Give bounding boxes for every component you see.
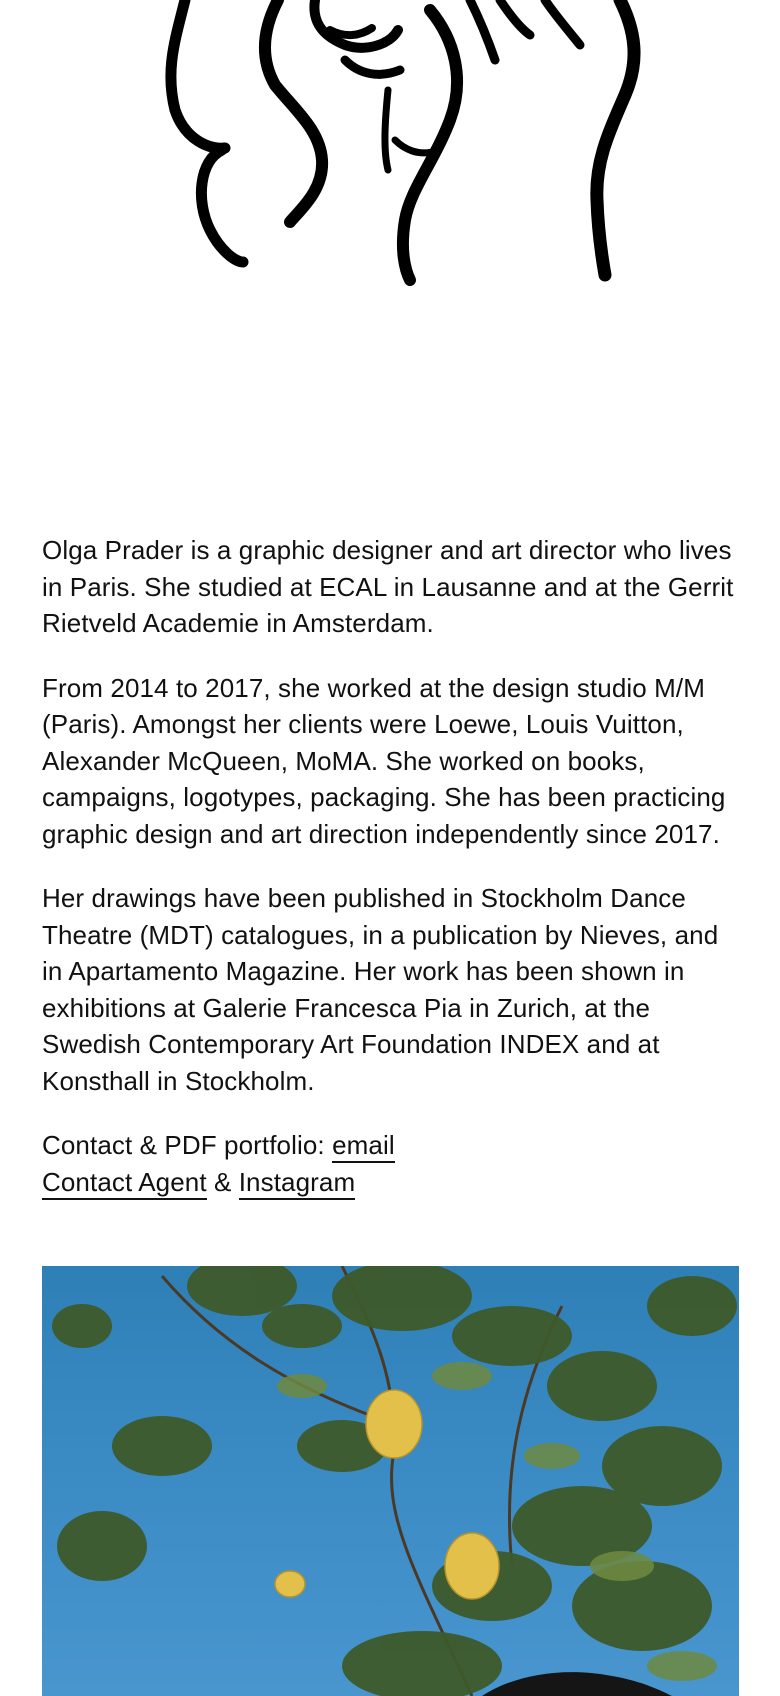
contact-prefix: Contact & PDF portfolio: xyxy=(42,1130,333,1160)
bio-paragraph-career: From 2014 to 2017, she worked at the design studio M/M (Paris). Amongst her clients were Loewe, Louis Vuitton, Alexander McQueen, MoMA. She worked on books, campaigns, logotypes, packaging. She has been practicing graphic design and art direction independently since 2017. xyxy=(42,672,726,849)
bio-section xyxy=(42,532,742,1228)
dark-silhouette xyxy=(482,1672,672,1696)
bio-paragraph-intro: Olga Prader is a graphic designer and art director who lives in Paris. She studied at ECAL in Lausanne and at the Gerrit Rietveld Academie in Amsterdam. xyxy=(42,535,734,638)
instagram-link[interactable]: Instagram xyxy=(239,1167,356,1200)
ink-drawing-illustration xyxy=(0,0,780,300)
contact-line xyxy=(42,1127,742,1200)
bio-paragraph-exhibitions: Her drawings have been published in Stockholm Dance Theatre (MDT) catalogues, in a publication by Nieves, and in Apartamento Magazine. Her work has been shown in exhibitions at Galerie Francesca Pia in Zurich, at the Swedish Contemporary Art Foundation INDEX and at Konsthall in Stockholm. xyxy=(42,883,719,1096)
lemon-tree-photo xyxy=(42,1266,739,1696)
lemons xyxy=(275,1390,499,1599)
contact-separator: & xyxy=(206,1166,239,1197)
email-link[interactable]: email xyxy=(332,1130,395,1163)
leaves xyxy=(52,1266,737,1696)
contact-agent-link[interactable]: Contact Agent xyxy=(42,1167,207,1200)
